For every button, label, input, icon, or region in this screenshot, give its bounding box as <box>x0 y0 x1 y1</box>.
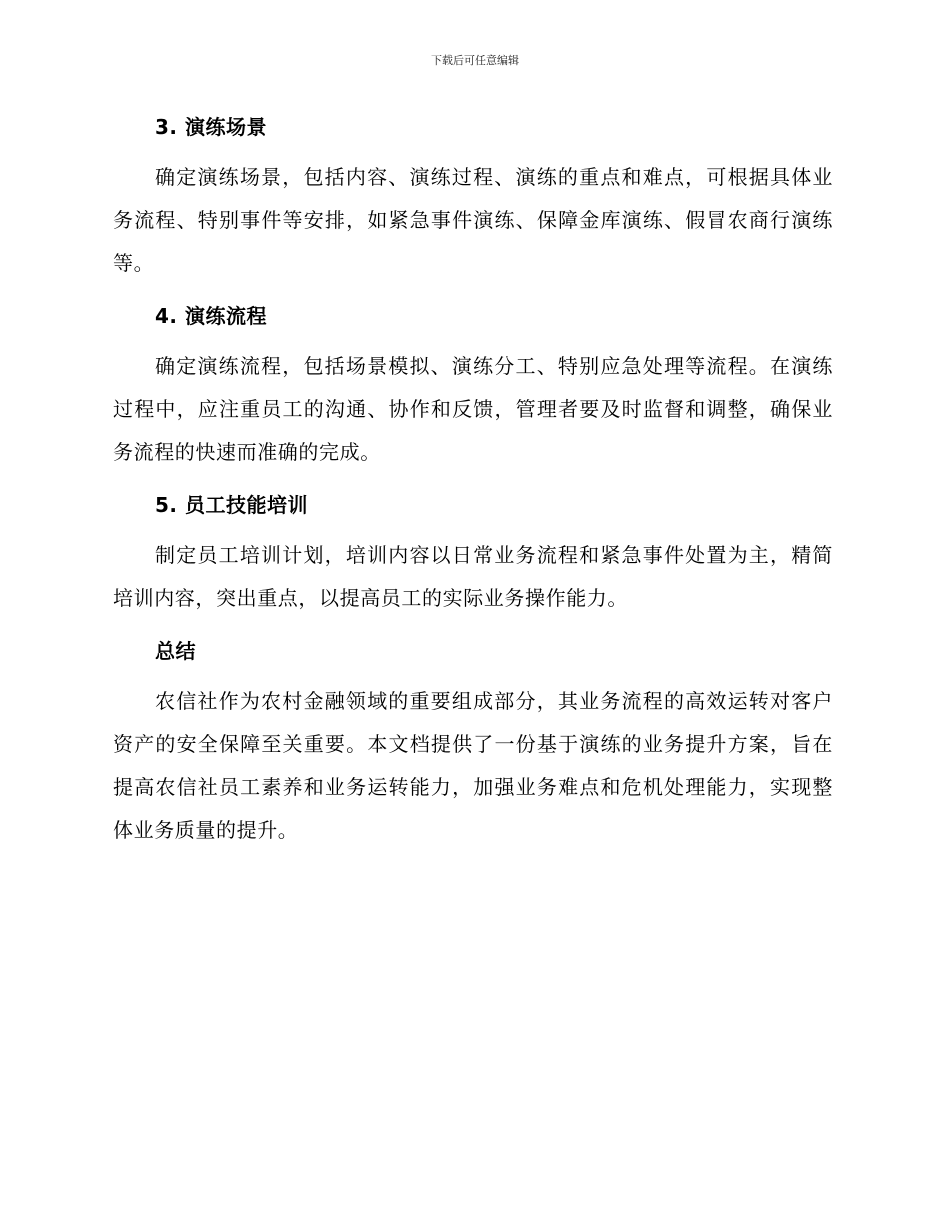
section-body-drill-process: 确定演练流程，包括场景模拟、演练分工、特别应急处理等流程。在演练过程中，应注重员工的沟通、协作和反馈，管理者要及时监督和调整，确保业务流程的快速而准确的完成。 <box>113 354 833 464</box>
section-heading-summary: 总结 <box>155 639 196 663</box>
page-header: 下载后可任意编辑 <box>431 54 519 67</box>
section-heading-drill-scenario: 3. 演练场景 <box>155 115 267 139</box>
section-body-staff-training: 制定员工培训计划，培训内容以日常业务流程和紧急事件处置为主，精简培训内容，突出重点，以提高员工的实际业务操作能力。 <box>113 543 833 610</box>
section-body-drill-scenario: 确定演练场景，包括内容、演练过程、演练的重点和难点，可根据具体业务流程、特别事件等安排，如紧急事件演练、保障金库演练、假冒农商行演练等。 <box>113 165 833 275</box>
document-content <box>113 112 833 868</box>
section-heading-staff-training: 5. 员工技能培训 <box>155 493 308 517</box>
section-heading-drill-process: 4. 演练流程 <box>155 304 267 328</box>
section-body-summary: 农信社作为农村金融领域的重要组成部分，其业务流程的高效运转对客户资产的安全保障至关重要。本文档提供了一份基于演练的业务提升方案，旨在提高农信社员工素养和业务运转能力，加强业务难点和危机处理能力，实现整体业务质量的提升。 <box>113 689 833 842</box>
